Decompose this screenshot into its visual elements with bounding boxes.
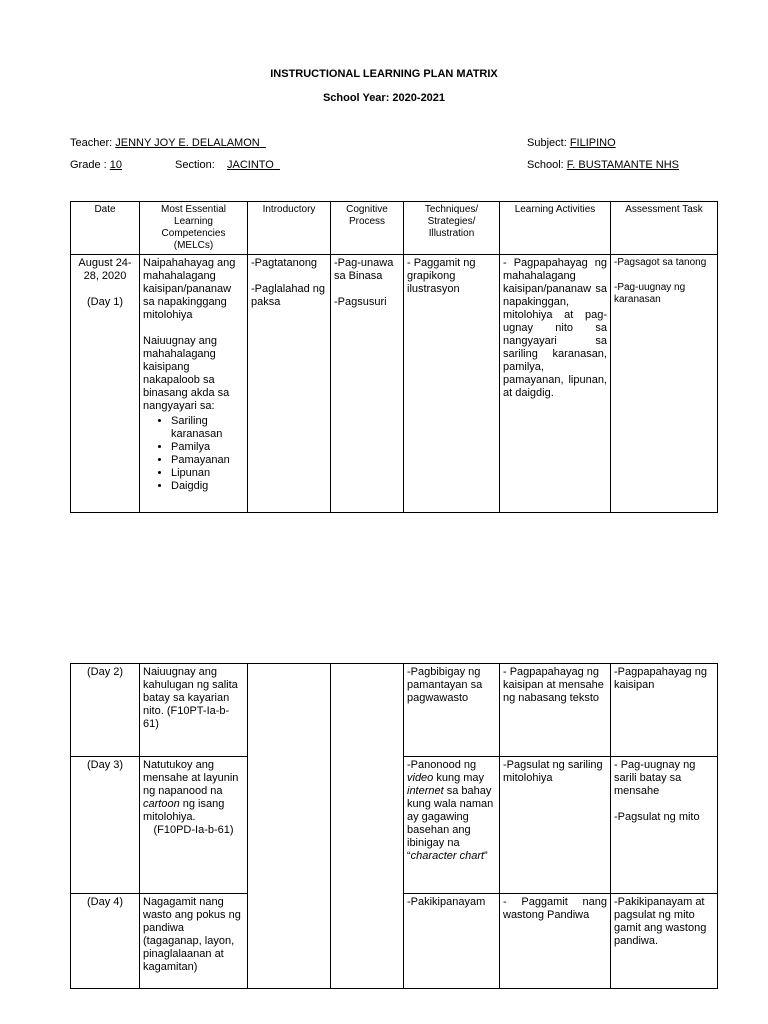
grade-line	[70, 159, 122, 171]
section-line	[175, 159, 280, 171]
assessment-text: -Pagsagot sa tanong	[614, 257, 707, 268]
col-header-introductory: Introductory	[248, 202, 331, 255]
list-item: • Daigdig	[171, 480, 244, 493]
section-value: JACINTO	[226, 159, 274, 171]
melc-cell	[140, 757, 248, 894]
teacher-line	[70, 137, 266, 149]
techniques-text: -Panonood ng video kung may internet sa bahay kung wala naman ay gagawing basehan ang ibinigay na “character chart”	[407, 759, 494, 862]
col-header-cognitive: Cognitive Process	[331, 202, 404, 255]
teacher-label: Teacher:	[70, 137, 116, 149]
character-chart-word: character chart	[410, 850, 485, 862]
assessment-text: - Pag-uugnay ng sarili batay sa mensahe	[614, 759, 696, 797]
melc-cell: Naiuugnay ang kahulugan ng salita batay sa kayarian nito. (F10PT-Ia-b-61)	[140, 664, 248, 757]
day-cell: (Day 2)	[71, 664, 140, 757]
activities-cell: - Pagpapahayag ng kaisipan at mensahe ng nabasang teksto	[500, 664, 611, 757]
internet-word: internet	[407, 785, 444, 797]
list-item: • Pamayanan	[171, 454, 244, 467]
introductory-cell	[248, 255, 331, 513]
plan-table-day1	[70, 201, 718, 513]
subject-value: FILIPINO	[569, 137, 616, 149]
assessment-cell	[611, 255, 718, 513]
activities-text: - Pagpapahayag ng mahahalagang kaisipan/pananaw sa napakinggan, mitolohiya at pag-ugnay nito sa nangyayari sa sariling karanasan, pamilya, pamayanan, lipunan, at daigdig.	[503, 257, 607, 399]
school-value: F. BUSTAMANTE NHS	[566, 159, 680, 171]
list-item: • Lipunan	[171, 467, 244, 480]
techniques-cell	[404, 757, 500, 894]
table-header-row	[71, 202, 718, 255]
techniques-text: - Paggamit ng grapikong ilustrasyon	[407, 257, 476, 295]
assessment-text: -Pagsulat ng mito	[614, 811, 700, 823]
date-cell	[71, 255, 140, 513]
section-label: Section:	[175, 159, 218, 171]
col-header-melcs: Most Essential Learning Competencies (MELCs)	[140, 202, 248, 255]
grade-value: 10	[109, 159, 122, 171]
cognitive-text: -Pagsusuri	[334, 296, 387, 308]
subject-label: Subject:	[527, 137, 570, 149]
melc-list	[143, 415, 244, 493]
list-item: • Pamilya	[171, 441, 244, 454]
techniques-cell	[404, 255, 500, 513]
col-header-date: Date	[71, 202, 140, 255]
assessment-cell: -Pakikipanayam at pagsulat ng mito gamit ang wastong pandiwa.	[611, 894, 718, 989]
cognitive-cell-empty	[331, 664, 404, 989]
cartoon-word: cartoon	[143, 798, 180, 810]
school-year: School Year: 2020-2021	[322, 92, 446, 104]
school-line	[527, 159, 679, 171]
activities-cell: -Pagsulat ng sariling mitolohiya	[500, 757, 611, 894]
document-title: INSTRUCTIONAL LEARNING PLAN MATRIX	[270, 68, 498, 80]
intro-text: -Pagtatanong	[251, 257, 318, 269]
cognitive-text: -Pag-unawa sa Binasa	[334, 257, 394, 282]
col-header-techniques: Techniques/ Strategies/ Illustration	[404, 202, 500, 255]
techniques-cell: -Pakikipanayam	[404, 894, 500, 989]
techniques-cell: -Pagbibigay ng pamantayan sa pagwawasto	[404, 664, 500, 757]
table-row	[71, 664, 718, 757]
melc-cell	[140, 255, 248, 513]
assessment-cell: -Pagpapahayag ng kaisipan	[611, 664, 718, 757]
melc-text: Natutukoy ang mensahe at layunin ng napanood na cartoon ng isang mitolohiya.	[143, 759, 239, 823]
melc-cell: Nagagamit nang wasto ang pokus ng pandiwa (tagaganap, layon, pinaglalaanan at kagamitan)	[140, 894, 248, 989]
school-label: School:	[527, 159, 567, 171]
plan-table-days2-4	[70, 663, 718, 989]
melc-code: (F10PD-Ia-b-61)	[153, 824, 234, 836]
cognitive-cell	[331, 255, 404, 513]
date-range: August 24-28, 2020	[78, 257, 132, 282]
video-word: video	[407, 772, 434, 784]
teacher-value: JENNY JOY E. DELALAMON	[115, 137, 260, 149]
activities-cell: - Paggamit nang wastong Pandiwa	[500, 894, 611, 989]
table-row	[71, 255, 718, 513]
activities-cell	[500, 255, 611, 513]
col-header-assessment: Assessment Task	[611, 202, 718, 255]
assessment-cell	[611, 757, 718, 894]
assessment-text: -Pag-uugnay ng karanasan	[614, 282, 686, 305]
introductory-cell-empty	[248, 664, 331, 989]
day-label: (Day 1)	[86, 296, 124, 308]
subject-line	[527, 137, 616, 149]
list-item: • Sariling karanasan	[171, 415, 244, 441]
grade-label: Grade :	[70, 159, 110, 171]
melc-text: Naiuugnay ang mahahalagang kaisipang nakapaloob sa binasang akda sa nangyayari sa:	[143, 335, 230, 412]
intro-text: -Paglalahad ng paksa	[251, 283, 326, 308]
day-cell: (Day 4)	[71, 894, 140, 989]
melc-text: Naipahahayag ang mahahalagang kaisipan/pananaw sa napakinggang mitolohiya	[143, 257, 236, 321]
col-header-activities: Learning Activities	[500, 202, 611, 255]
day-cell: (Day 3)	[71, 757, 140, 894]
